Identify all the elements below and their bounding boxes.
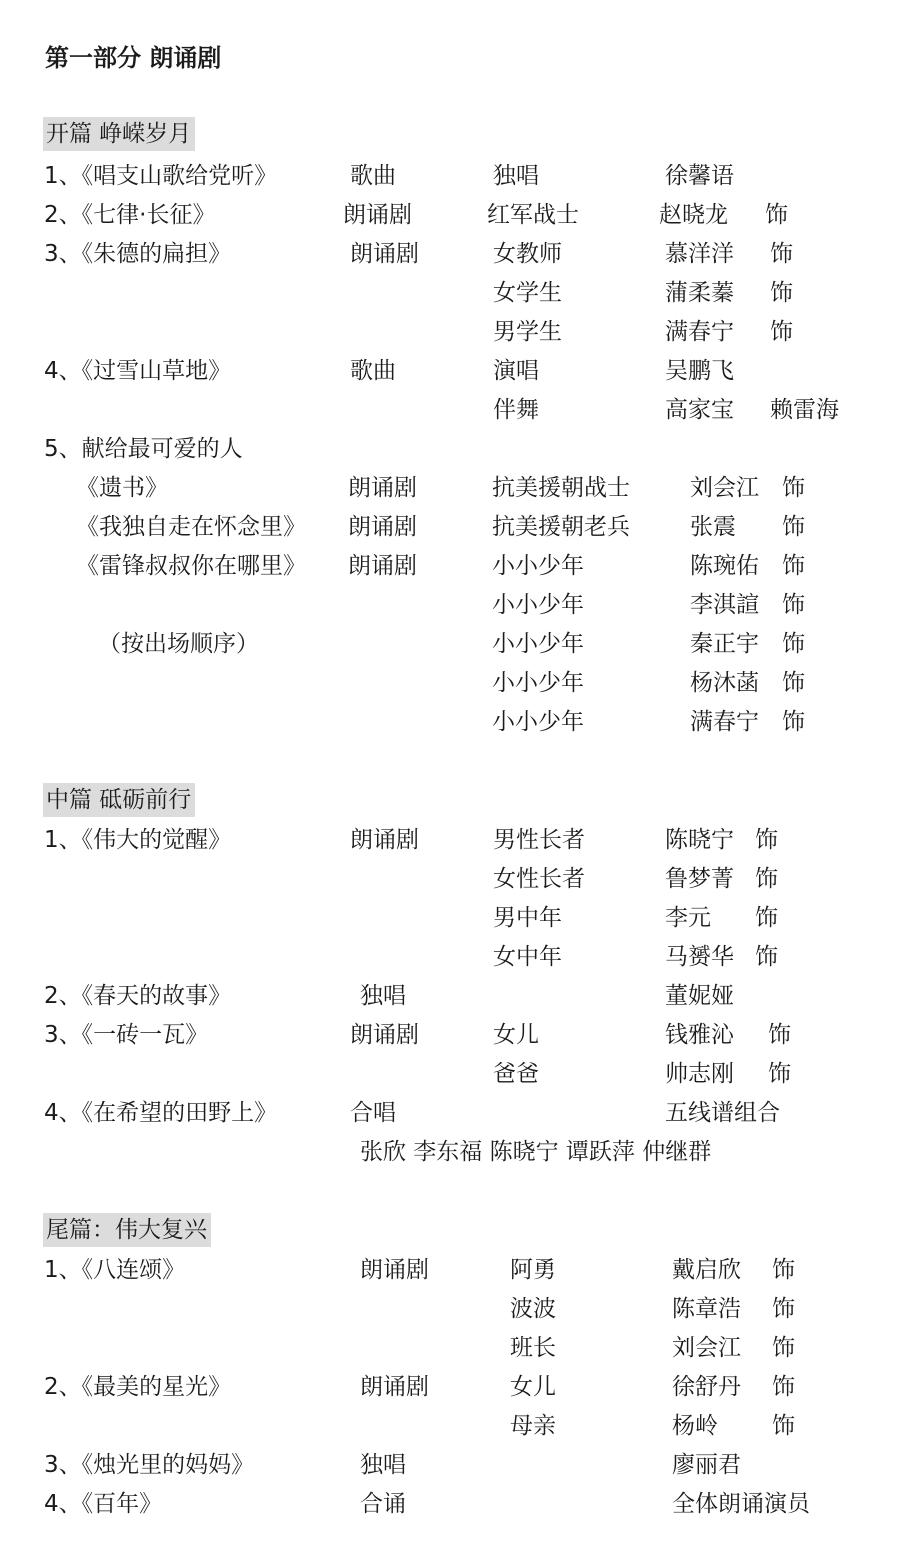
program-role: 男性长者 xyxy=(493,827,585,853)
program-role: 女教师 xyxy=(493,241,562,267)
program-row xyxy=(0,276,897,315)
performer-name: 陈晓宁 xyxy=(665,827,734,853)
program-row xyxy=(0,471,897,510)
performer-note: 饰 xyxy=(782,514,805,540)
program-type: 朗诵剧 xyxy=(350,827,419,853)
program-title: 1、《唱支山歌给党听》 xyxy=(44,163,278,189)
performer-note: 饰 xyxy=(755,866,778,892)
program-title: 5、献给最可爱的人 xyxy=(44,436,243,462)
program-type: 张欣 李东福 陈晓宁 谭跃萍 仲继群 xyxy=(360,1139,712,1165)
program-role: 小小少年 xyxy=(492,592,584,618)
program-row xyxy=(0,1135,897,1174)
program-row xyxy=(0,1409,897,1448)
program-row xyxy=(0,159,897,198)
program-role: 伴舞 xyxy=(493,397,539,423)
performer-name: 五线谱组合 xyxy=(665,1100,780,1126)
program-row xyxy=(0,393,897,432)
program-type: 合唱 xyxy=(350,1100,396,1126)
performer-name: 李淇諠 xyxy=(690,592,759,618)
program-row xyxy=(0,1331,897,1370)
performer-name: 高家宝 xyxy=(665,397,734,423)
program-row xyxy=(0,666,897,705)
program-row xyxy=(0,901,897,940)
program-row xyxy=(0,1292,897,1331)
performer-name: 赵晓龙 xyxy=(659,202,728,228)
program-role: 女儿 xyxy=(510,1374,556,1400)
performer-note: 饰 xyxy=(765,202,788,228)
performer-name: 刘会江 xyxy=(690,475,759,501)
performer-note: 饰 xyxy=(770,319,793,345)
performer-note: 饰 xyxy=(782,592,805,618)
performer-note: 饰 xyxy=(755,944,778,970)
program-row xyxy=(0,940,897,979)
performer-note: 饰 xyxy=(770,280,793,306)
program-row xyxy=(0,1448,897,1487)
performer-name: 吴鹏飞 xyxy=(665,358,734,384)
program-row xyxy=(0,862,897,901)
performer-name: 秦正宇 xyxy=(690,631,759,657)
performer-note: 饰 xyxy=(772,1296,795,1322)
program-role: 独唱 xyxy=(493,163,539,189)
performer-name: 徐馨语 xyxy=(665,163,734,189)
program-role: 男中年 xyxy=(493,905,562,931)
program-role: 阿勇 xyxy=(510,1257,556,1283)
part-title: 第一部分 朗诵剧 xyxy=(45,44,222,72)
program-row xyxy=(0,237,897,276)
program-type: 朗诵剧 xyxy=(348,514,417,540)
program-title: 4、《过雪山草地》 xyxy=(44,358,232,384)
performer-note: 饰 xyxy=(782,631,805,657)
program-row xyxy=(0,1057,897,1096)
performer-name: 鲁梦菁 xyxy=(665,866,734,892)
performer-name: 杨沐菡 xyxy=(690,670,759,696)
program-type: 合诵 xyxy=(360,1491,406,1517)
performer-name: 廖丽君 xyxy=(672,1452,741,1478)
performer-note: 饰 xyxy=(782,670,805,696)
performer-name: 马赟华 xyxy=(665,944,734,970)
performer-note: 饰 xyxy=(755,827,778,853)
program-role: 女儿 xyxy=(493,1022,539,1048)
performer-note: 饰 xyxy=(782,475,805,501)
program-title: 3、《朱德的扁担》 xyxy=(44,241,232,267)
performer-note: 饰 xyxy=(755,905,778,931)
program-role: 小小少年 xyxy=(492,553,584,579)
program-role: 小小少年 xyxy=(492,709,584,735)
performer-name: 满春宁 xyxy=(665,319,734,345)
program-role: 女性长者 xyxy=(493,866,585,892)
performer-note: 饰 xyxy=(772,1374,795,1400)
program-role: 小小少年 xyxy=(492,631,584,657)
program-type: 朗诵剧 xyxy=(350,1022,419,1048)
program-row xyxy=(0,510,897,549)
performer-name: 陈章浩 xyxy=(672,1296,741,1322)
program-role: 抗美援朝战士 xyxy=(492,475,630,501)
section-heading: 开篇 峥嵘岁月 xyxy=(43,117,195,151)
program-row xyxy=(0,354,897,393)
performer-name: 戴启欣 xyxy=(672,1257,741,1283)
program-title: 1、《八连颂》 xyxy=(44,1257,186,1283)
program-type: 朗诵剧 xyxy=(360,1374,429,1400)
performer-name: 杨岭 xyxy=(672,1413,718,1439)
performer-name: 刘会江 xyxy=(672,1335,741,1361)
program-row xyxy=(0,315,897,354)
performer-note: 饰 xyxy=(772,1257,795,1283)
program-type: 朗诵剧 xyxy=(348,553,417,579)
program-type: 朗诵剧 xyxy=(350,241,419,267)
program-title: 4、《在希望的田野上》 xyxy=(44,1100,278,1126)
program-row xyxy=(0,1370,897,1409)
program-title: 3、《烛光里的妈妈》 xyxy=(44,1452,255,1478)
program-title: 1、《伟大的觉醒》 xyxy=(44,827,232,853)
performer-name: 董妮娅 xyxy=(665,983,734,1009)
program-title: 《雷锋叔叔你在哪里》 xyxy=(76,553,306,579)
performer-name: 钱雅沁 xyxy=(665,1022,734,1048)
program-title: 3、《一砖一瓦》 xyxy=(44,1022,209,1048)
program-type: 独唱 xyxy=(360,1452,406,1478)
program-role: 波波 xyxy=(510,1296,556,1322)
program-type: 独唱 xyxy=(360,983,406,1009)
performer-note: 饰 xyxy=(772,1413,795,1439)
program-type: 朗诵剧 xyxy=(343,202,412,228)
program-title: 4、《百年》 xyxy=(44,1491,163,1517)
performer-note: 饰 xyxy=(782,553,805,579)
performer-note: 饰 xyxy=(768,1022,791,1048)
program-title: （按出场顺序） xyxy=(98,631,259,657)
performer-name: 陈琬佑 xyxy=(690,553,759,579)
program-title: 《我独自走在怀念里》 xyxy=(76,514,306,540)
performer-note: 赖雷海 xyxy=(770,397,839,423)
program-row xyxy=(0,432,897,471)
program-role: 男学生 xyxy=(493,319,562,345)
program-type: 歌曲 xyxy=(350,358,396,384)
program-row xyxy=(0,1096,897,1135)
program-title: 2、《春天的故事》 xyxy=(44,983,232,1009)
performer-note: 饰 xyxy=(772,1335,795,1361)
performer-name: 张震 xyxy=(690,514,736,540)
program-type: 朗诵剧 xyxy=(360,1257,429,1283)
performer-name: 帅志刚 xyxy=(665,1061,734,1087)
program-row xyxy=(0,549,897,588)
program-title: 2、《最美的星光》 xyxy=(44,1374,232,1400)
performer-name: 慕洋洋 xyxy=(665,241,734,267)
program-row xyxy=(0,588,897,627)
program-role: 红军战士 xyxy=(487,202,579,228)
program-row xyxy=(0,1253,897,1292)
performer-name: 徐舒丹 xyxy=(672,1374,741,1400)
program-role: 抗美援朝老兵 xyxy=(492,514,630,540)
program-role: 演唱 xyxy=(493,358,539,384)
performer-name: 满春宁 xyxy=(690,709,759,735)
program-role: 爸爸 xyxy=(493,1061,539,1087)
program-row xyxy=(0,1018,897,1057)
program-title: 《遗书》 xyxy=(76,475,168,501)
program-row xyxy=(0,627,897,666)
program-role: 母亲 xyxy=(510,1413,556,1439)
program-role: 女学生 xyxy=(493,280,562,306)
program-row xyxy=(0,979,897,1018)
performer-name: 蒲柔蓁 xyxy=(665,280,734,306)
program-row xyxy=(0,198,897,237)
program-type: 歌曲 xyxy=(350,163,396,189)
performer-name: 全体朗诵演员 xyxy=(672,1491,810,1517)
program-row xyxy=(0,1487,897,1526)
program-role: 小小少年 xyxy=(492,670,584,696)
performer-note: 饰 xyxy=(782,709,805,735)
section-heading: 尾篇：伟大复兴 xyxy=(43,1213,211,1247)
program-type: 朗诵剧 xyxy=(348,475,417,501)
section-heading: 中篇 砥砺前行 xyxy=(43,783,195,817)
program-row xyxy=(0,823,897,862)
program-title: 2、《七律·长征》 xyxy=(44,202,216,228)
program-role: 女中年 xyxy=(493,944,562,970)
program-row xyxy=(0,705,897,744)
performer-name: 李元 xyxy=(665,905,711,931)
program-role: 班长 xyxy=(510,1335,556,1361)
performer-note: 饰 xyxy=(768,1061,791,1087)
performer-note: 饰 xyxy=(770,241,793,267)
